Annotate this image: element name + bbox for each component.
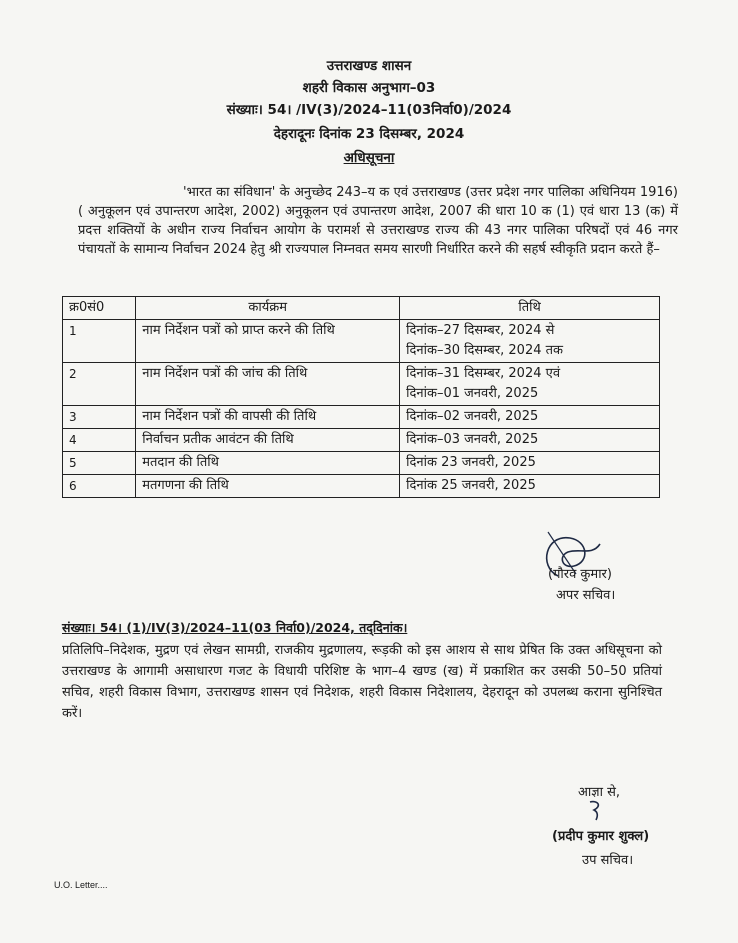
- table-row: [63, 429, 660, 452]
- row-date: दिनांक 25 जनवरी, 2025: [400, 475, 660, 498]
- row-activity: मतगणना की तिथि: [136, 475, 400, 498]
- row-serial: 2: [63, 363, 136, 406]
- schedule-table: [62, 296, 660, 498]
- table-row: [63, 320, 660, 363]
- row-date-line2: दिनांक–30 दिसम्बर, 2024 तक: [406, 343, 564, 358]
- intro-paragraph: [78, 183, 678, 259]
- uo-letter-note: U.O. Letter....: [54, 880, 108, 890]
- row-activity: मतदान की तिथि: [136, 452, 400, 475]
- row-serial: 6: [63, 475, 136, 498]
- copy-text: प्रतिलिपि–निदेशक, मुद्रण एवं लेखन सामग्री, राजकीय मुद्रणालय, रूड़की को इस आशय से साथ प्रेषित कि उक्त अधिसूचना को उत्तराखण्ड के आगामी असाधारण गजट के विधायी परिशिष्ट के भाग–4 खण्ड (ख) में प्रकाशित कर उसकी 50–50 प्रतियां सचिव, शहरी विकास विभाग, उत्तराखण्ड शासन एवं निदेशक, शहरी विकास निदेशालय, देहरादून को उपलब्ध कराना सुनिश्चित करें।: [62, 643, 662, 721]
- row-serial: 3: [63, 406, 136, 429]
- signatory-1-name: (गौरव कुमार): [548, 567, 612, 582]
- row-date: दिनांक 23 जनवरी, 2025: [400, 452, 660, 475]
- signature-2-icon: [584, 798, 608, 822]
- row-activity: नाम निर्देशन पत्रों को प्राप्त करने की तिथि: [136, 320, 400, 363]
- row-activity: नाम निर्देशन पत्रों की जांच की तिथि: [136, 363, 400, 406]
- reference-number: संख्याः। 54। /IV(3)/2024–11(03निर्वा0)/2024: [226, 102, 512, 118]
- row-serial: 1: [63, 320, 136, 363]
- row-date-line1: दिनांक–27 दिसम्बर, 2024 से: [406, 323, 555, 338]
- header-serial: क्र0सं0: [63, 297, 136, 320]
- department-section: शहरी विकास अनुभाग–03: [302, 80, 436, 96]
- header-activity: कार्यक्रम: [136, 297, 400, 320]
- govt-name: उत्तराखण्ड शासन: [326, 58, 412, 74]
- place-date: देहरादूनः दिनांक 23 दिसम्बर, 2024: [273, 126, 465, 142]
- table-row: [63, 452, 660, 475]
- row-activity: निर्वाचन प्रतीक आवंटन की तिथि: [136, 429, 400, 452]
- table-row: [63, 475, 660, 498]
- row-date-line1: दिनांक–31 दिसम्बर, 2024 एवं: [406, 366, 561, 381]
- intro-text: 'भारत का संविधान' के अनुच्छेद 243–य क एवं उत्तराखण्ड (उत्तर प्रदेश नगर पालिका अधिनियम 1916)( अनुकूलन एवं उपान्तरण आदेश, 2002) अनुकूलन एवं उपान्तरण आदेश, 2007 की धारा 10 क (1) एवं धारा 13 (क) में प्रदत्त शक्तियों के अधीन राज्य निर्वाचन आयोग के परामर्श से उत्तराखण्ड राज्य की 43 नगर पालिका परिषदों एवं 46 नगर पंचायतों के सामान्य निर्वाचन 2024 हेतु श्री राज्यपाल निम्नवत समय सारणी निर्धारित करने की सहर्ष स्वीकृति प्रदान करते हैं–: [78, 185, 678, 257]
- row-date: [400, 320, 660, 363]
- copy-reference-number: संख्याः। 54। (1)/IV(3)/2024–11(03 निर्वा0)/2024, तद्‌दिनांक।: [62, 620, 408, 635]
- signatory-2-designation: उप सचिव।: [582, 853, 634, 868]
- table-row: [63, 406, 660, 429]
- row-date: [400, 363, 660, 406]
- table-row: [63, 363, 660, 406]
- row-serial: 5: [63, 452, 136, 475]
- schedule-header-row: [63, 297, 660, 320]
- row-date: दिनांक–02 जनवरी, 2025: [400, 406, 660, 429]
- signatory-2-name: (प्रदीप कुमार शुक्ल): [552, 829, 650, 844]
- order-text: आज्ञा से,: [578, 785, 621, 800]
- signatory-1-designation: अपर सचिव।: [556, 588, 616, 603]
- copy-paragraph: [62, 640, 662, 724]
- row-date-line2: दिनांक–01 जनवरी, 2025: [406, 386, 539, 401]
- row-activity: नाम निर्देशन पत्रों की वापसी की तिथि: [136, 406, 400, 429]
- document-type: अधिसूचना: [343, 150, 395, 166]
- header-date: तिथि: [400, 297, 660, 320]
- row-date: दिनांक–03 जनवरी, 2025: [400, 429, 660, 452]
- row-serial: 4: [63, 429, 136, 452]
